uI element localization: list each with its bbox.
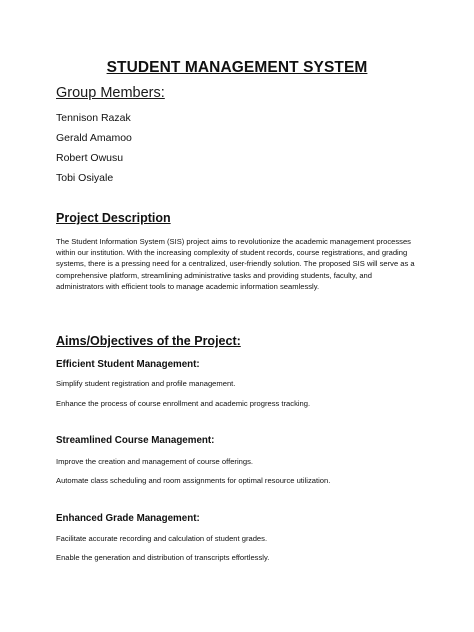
group-member: Tennison Razak [56, 112, 131, 124]
aim-item: Enhance the process of course enrollment and academic progress tracking. [56, 399, 311, 408]
aim-item: Improve the creation and management of course offerings. [56, 457, 253, 466]
group-member: Gerald Amamoo [56, 132, 132, 144]
group-members-heading: Group Members: [56, 85, 165, 101]
aim-item: Simplify student registration and profile management. [56, 379, 236, 388]
aim-section-title: Streamlined Course Management: [56, 435, 215, 446]
document-title: STUDENT MANAGEMENT SYSTEM [106, 59, 368, 76]
group-member: Robert Owusu [56, 152, 124, 164]
aim-item: Facilitate accurate recording and calculation of student grades. [56, 534, 268, 543]
aim-item: Automate class scheduling and room assignments for optimal resource utilization. [56, 476, 331, 485]
aims-heading: Aims/Objectives of the Project: [56, 334, 241, 348]
group-member: Tobi Osiyale [56, 172, 114, 184]
aim-section-title: Efficient Student Management: [56, 359, 200, 370]
aim-item: Enable the generation and distribution of transcripts effortlessly. [56, 553, 270, 562]
project-description-paragraph: The Student Information System (SIS) project aims to revolutionize the academic management processes within our institution. With the increasing complexity of student records, course registrations, and grading systems, there is a pressing need for a centralized, user-friendly solution. The proposed SIS will serve as a comprehensive platform, streamlining administrative tasks and providing students, faculty, and administrators with efficient tools to manage academic information seamlessly. [56, 237, 415, 291]
project-description-heading: Project Description [56, 211, 171, 225]
aim-section-title: Enhanced Grade Management: [56, 513, 200, 524]
